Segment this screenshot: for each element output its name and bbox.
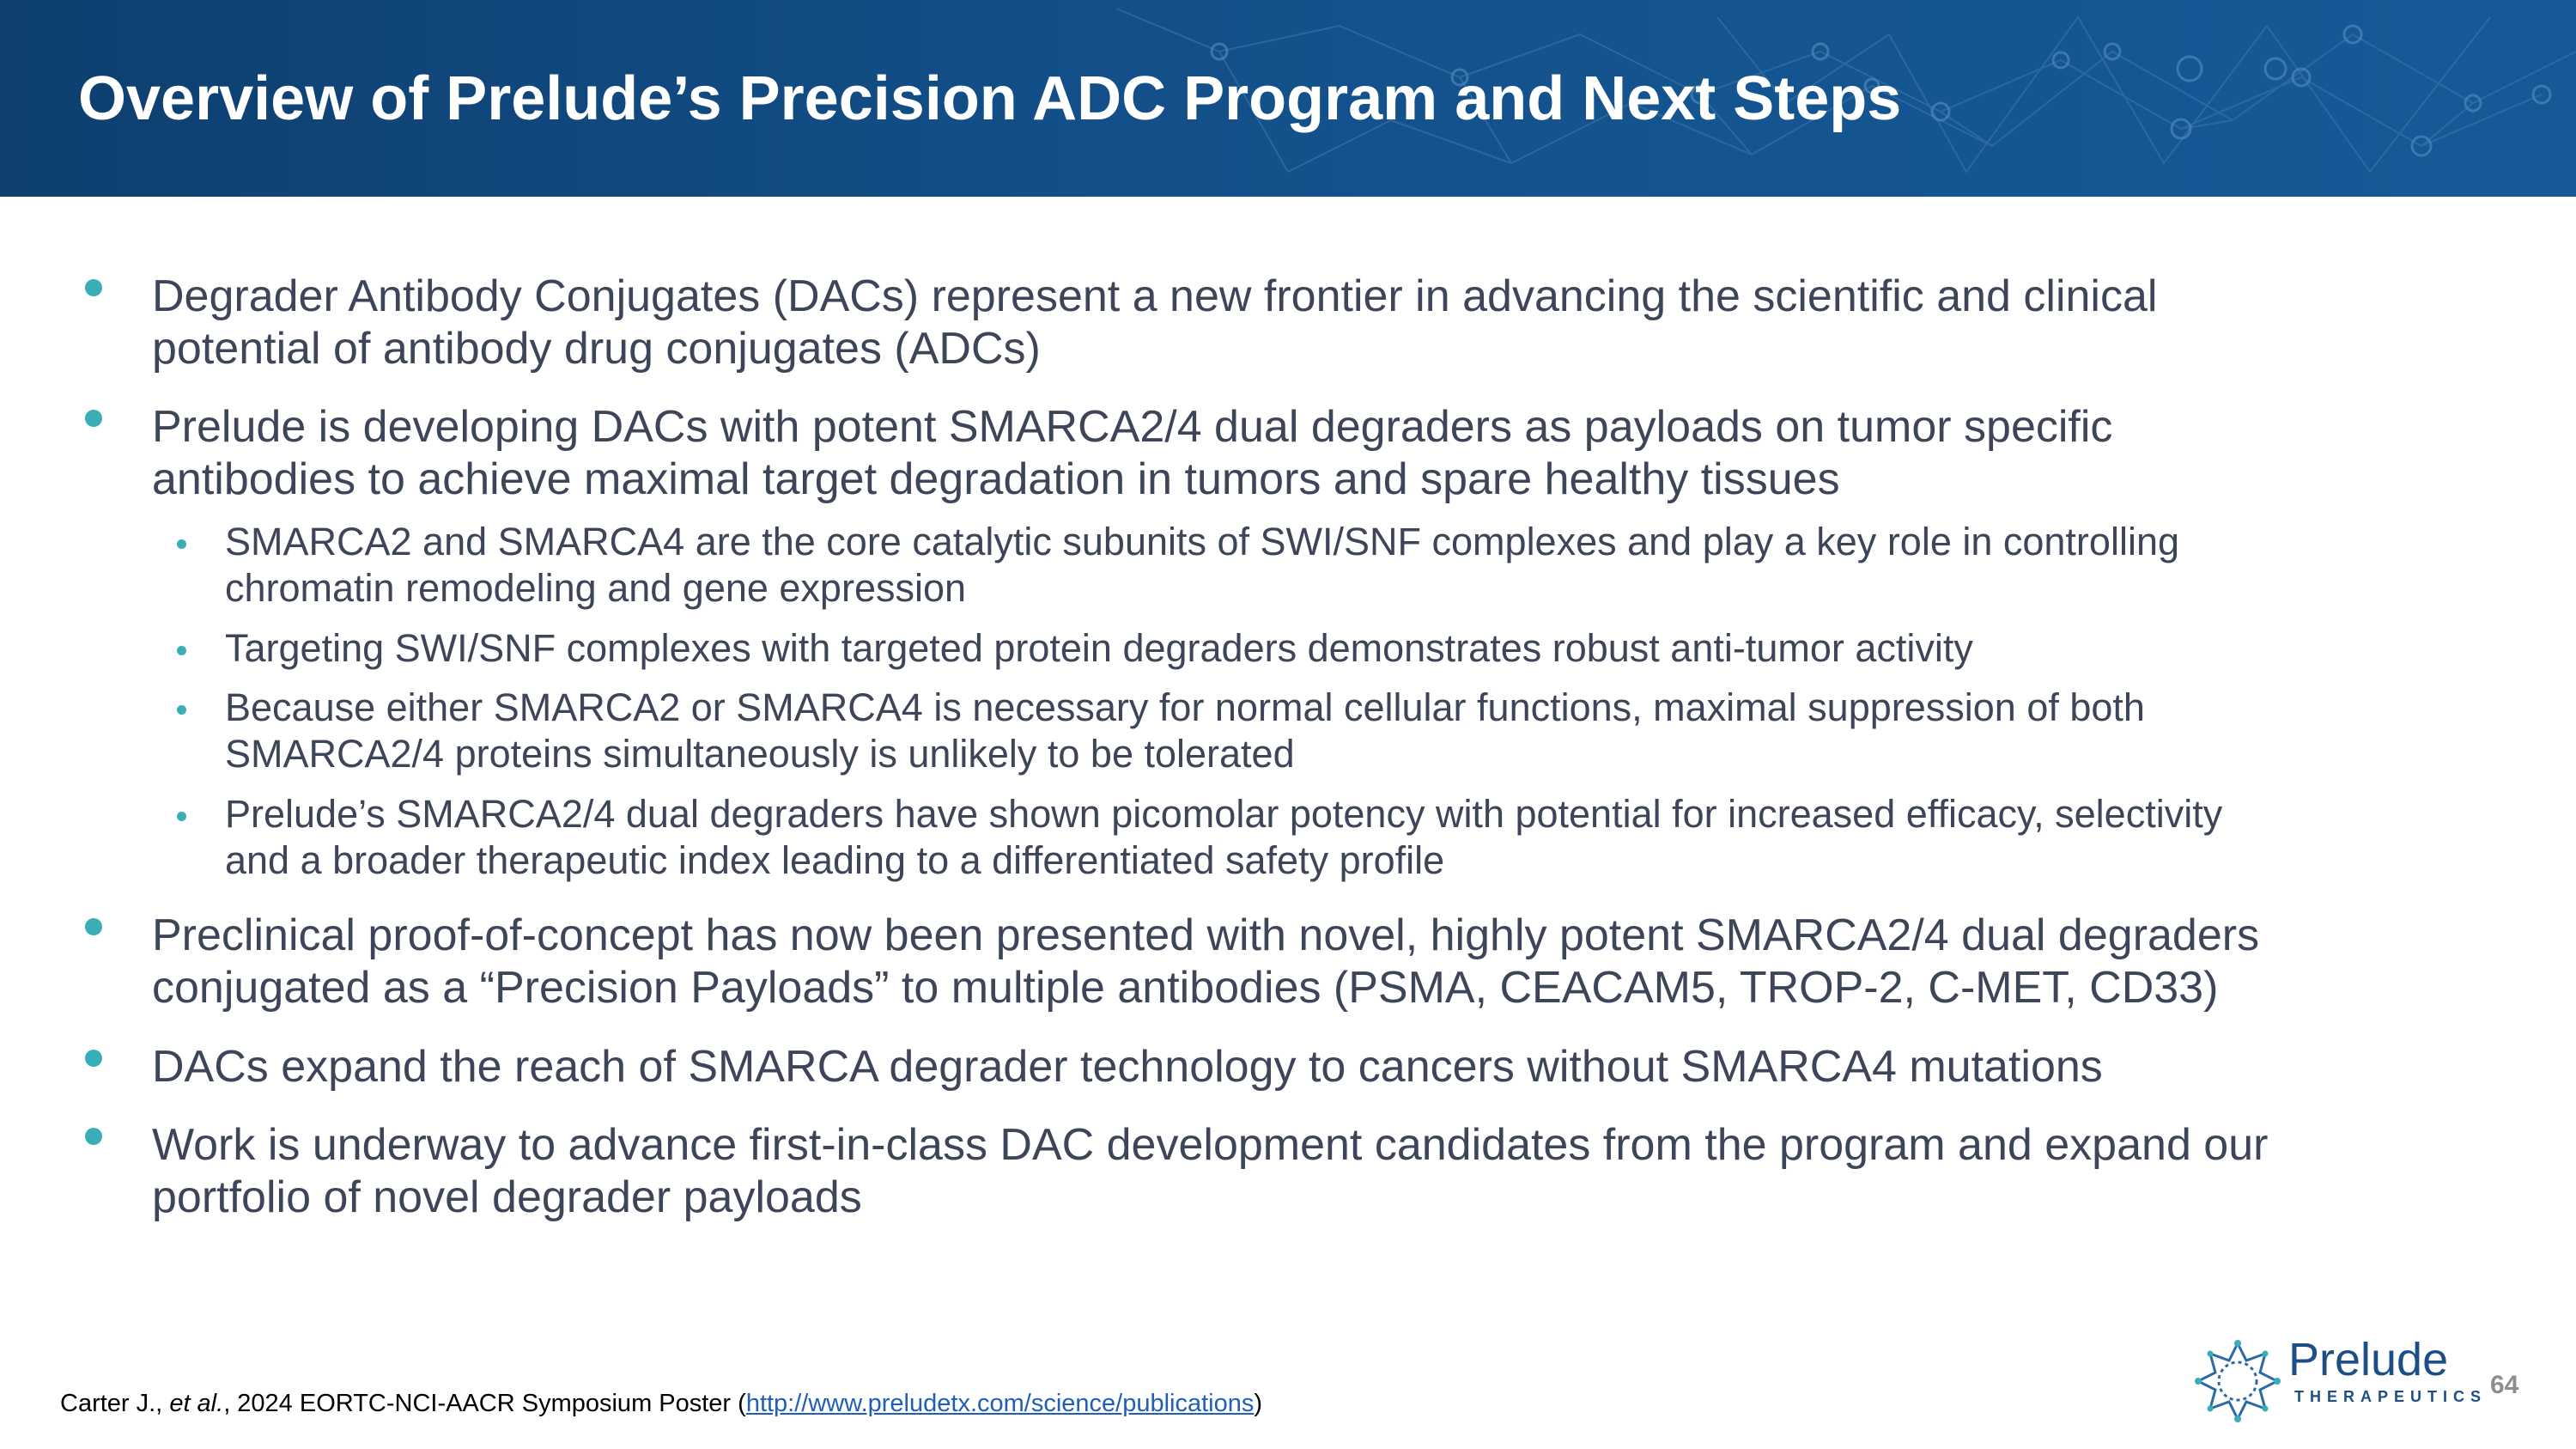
page-number: 64 — [2490, 1371, 2519, 1399]
bullet-line: portfolio of novel degrader payloads — [152, 1172, 862, 1222]
footnote-etal: et al. — [169, 1390, 224, 1417]
bullet-line: antibodies to achieve maximal target degradation in tumors and spare healthy tissues — [152, 454, 1840, 504]
sub-bullet-item — [225, 685, 2509, 777]
bullet-line: conjugated as a “Precision Payloads” to multiple antibodies (PSMA, CEACAM5, TROP-2, C-MET, CD33) — [152, 963, 2219, 1013]
sub-bullet-marker — [177, 705, 186, 715]
sub-bullet-line: SMARCA2/4 proteins simultaneously is unlikely to be tolerated — [225, 732, 1295, 776]
bullet-item — [152, 401, 2505, 506]
sub-bullet-item — [225, 791, 2509, 884]
bullet-item — [152, 910, 2505, 1014]
footnote-source: , 2024 EORTC-NCI-AACR Symposium Poster ( — [223, 1390, 746, 1417]
bullet-line: DACs expand the reach of SMARCA degrader technology to cancers without SMARCA4 mutations — [152, 1042, 2103, 1092]
sub-bullet-marker — [177, 539, 186, 549]
sub-bullet-line: and a broader therapeutic index leading to a differentiated safety profile — [225, 838, 1445, 882]
bullet-line: potential of antibody drug conjugates (ADCs) — [152, 324, 1041, 374]
bullet-marker — [85, 1128, 102, 1145]
bullet-item — [152, 1119, 2505, 1224]
bullet-line: Preclinical proof-of-concept has now been presented with novel, highly potent SMARCA2/4 dual degraders — [152, 910, 2260, 960]
bullet-marker — [85, 410, 102, 427]
bullet-line: Work is underway to advance first-in-class DAC development candidates from the program and expand our — [152, 1120, 2269, 1170]
bullet-line: Degrader Antibody Conjugates (DACs) represent a new frontier in advancing the scientific and clinical — [152, 271, 2158, 321]
logo-wordmark: Prelude — [2288, 1334, 2449, 1385]
publications-link[interactable]: http://www.preludetx.com/science/publications — [745, 1390, 1255, 1417]
bullet-marker — [85, 918, 102, 935]
title-banner — [0, 0, 2576, 197]
prelude-logo — [2195, 1334, 2488, 1424]
footnote-close: ) — [1254, 1390, 1263, 1417]
sub-bullet-line: Targeting SWI/SNF complexes with targeted protein degraders demonstrates robust anti-tumor activity — [225, 626, 1973, 670]
bullet-marker — [85, 279, 102, 296]
footnote-author: Carter J., — [60, 1390, 170, 1417]
bullet-line: Prelude is developing DACs with potent SMARCA2/4 dual degraders as payloads on tumor specific — [152, 402, 2113, 452]
prelude-star-icon — [2195, 1338, 2281, 1424]
sub-bullet-marker — [177, 646, 186, 655]
sub-bullet-marker — [177, 812, 186, 821]
bullet-item — [152, 1041, 2505, 1093]
bullet-item — [152, 271, 2505, 375]
sub-bullet-item — [225, 519, 2509, 612]
sub-bullet-line: chromatin remodeling and gene expression — [225, 566, 967, 610]
footnote-citation — [60, 1390, 1262, 1418]
sub-bullet-line: SMARCA2 and SMARCA4 are the core catalytic subunits of SWI/SNF complexes and play a key role in controlling — [225, 520, 2179, 563]
sub-bullet-line: Prelude’s SMARCA2/4 dual degraders have shown picomolar potency with potential for increased efficacy, selectivity — [225, 792, 2223, 836]
logo-subtitle: THERAPEUTICS — [2294, 1388, 2488, 1405]
slide-title: Overview of Prelude’s Precision ADC Program and Next Steps — [78, 64, 1902, 133]
sub-bullet-line: Because either SMARCA2 or SMARCA4 is necessary for normal cellular functions, maximal suppression of both — [225, 685, 2145, 729]
bullet-marker — [85, 1050, 102, 1067]
sub-bullet-item — [225, 625, 2509, 672]
